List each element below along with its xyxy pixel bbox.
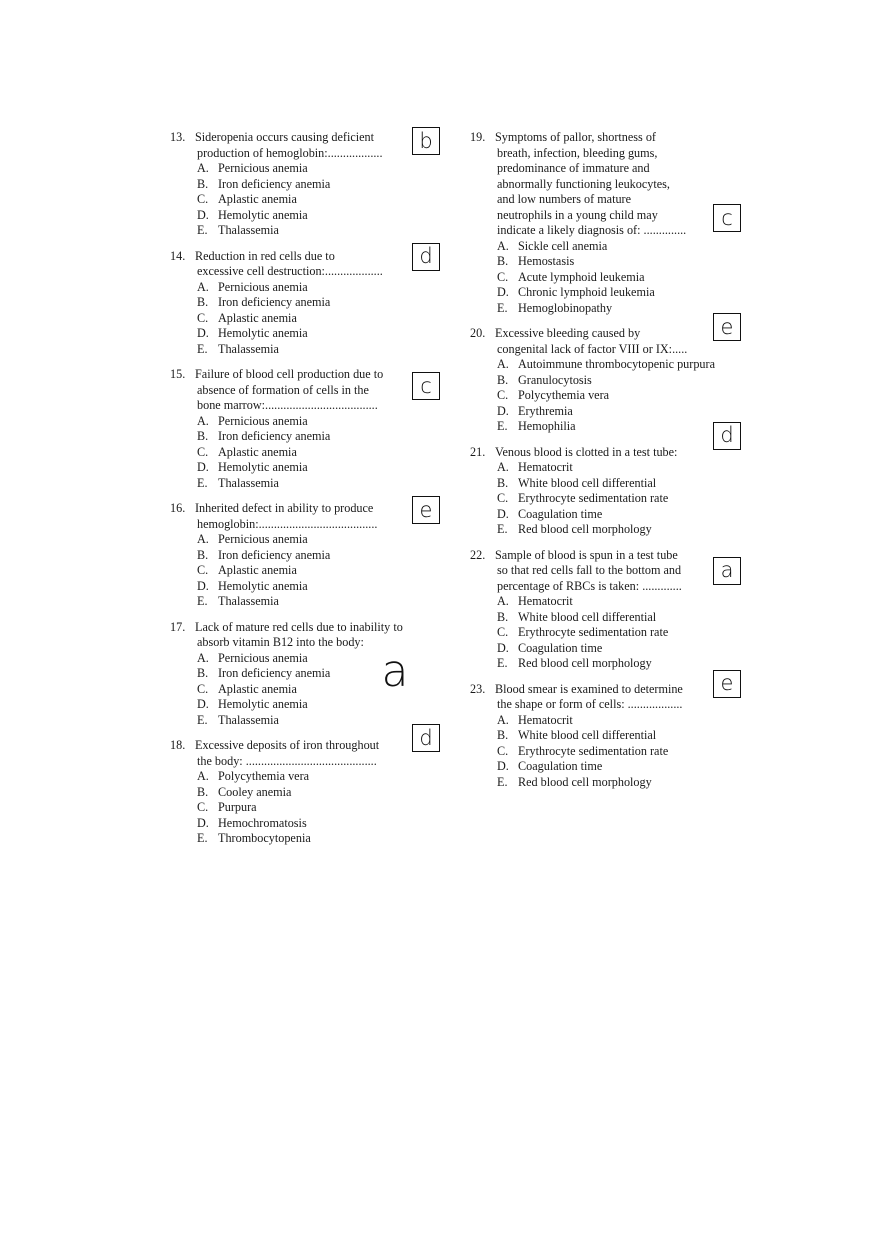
option-text: Granulocytosis — [518, 372, 592, 387]
answer-option — [470, 239, 720, 255]
option-letter: B. — [197, 295, 209, 309]
option-text: Aplastic anemia — [218, 192, 297, 206]
option-text: White blood cell differential — [518, 609, 657, 624]
option-letter: E. — [197, 341, 208, 356]
answer-option — [470, 285, 720, 301]
left-column — [170, 128, 433, 857]
answer-option — [170, 697, 420, 713]
question-stem-line: abnormally functioning leukocytes, — [497, 176, 670, 191]
option-text: Iron deficiency anemia — [218, 666, 331, 680]
option-text: Iron deficiency anemia — [218, 429, 331, 443]
option-letter: D. — [497, 759, 509, 773]
answer-option — [170, 311, 420, 327]
option-letter: C. — [197, 444, 209, 459]
answer-option — [470, 404, 720, 420]
question-block — [170, 367, 432, 491]
option-letter: E. — [497, 419, 508, 433]
option-letter: B. — [197, 176, 209, 191]
answer-option — [170, 192, 420, 208]
answer-option — [170, 208, 420, 224]
answer-option — [470, 728, 720, 744]
answer-option — [170, 460, 420, 476]
question-stem-line — [470, 326, 720, 342]
option-letter: B. — [497, 609, 509, 624]
question-block — [170, 128, 433, 239]
option-list — [470, 357, 720, 435]
question-stem-text: Reduction in red cells due to — [195, 248, 335, 263]
question-stem-line: the shape or form of cells: .................. — [497, 697, 683, 711]
option-text: Erythrocyte sedimentation rate — [518, 491, 669, 505]
answer-option — [170, 548, 420, 564]
option-text: Aplastic anemia — [218, 310, 297, 325]
option-text: Pernicious anemia — [218, 279, 308, 294]
answer-option — [170, 785, 420, 801]
option-letter: B. — [197, 784, 209, 799]
option-text: Thalassemia — [218, 341, 279, 356]
option-text: White blood cell differential — [518, 475, 657, 490]
option-letter: E. — [197, 223, 208, 237]
question-number: 18. — [170, 738, 186, 752]
answer-option — [170, 563, 420, 579]
option-text: Thalassemia — [218, 475, 279, 490]
answer-option — [470, 357, 720, 373]
option-list — [470, 460, 720, 538]
option-text: Coagulation time — [518, 759, 603, 773]
option-letter: A. — [497, 460, 509, 474]
option-text: Purpura — [218, 800, 257, 814]
option-letter: A. — [197, 161, 209, 175]
answer-option — [470, 594, 720, 610]
option-letter: E. — [497, 656, 508, 670]
option-text: Hemolytic anemia — [218, 697, 308, 711]
option-letter: D. — [197, 460, 209, 474]
handwritten-answer-box: e — [713, 313, 741, 341]
option-letter: E. — [497, 774, 508, 789]
option-text: Acute lymphoid leukemia — [518, 269, 645, 284]
question-stem-text: Failure of blood cell production due to — [195, 367, 384, 381]
question-block — [470, 671, 734, 791]
answer-option — [470, 507, 720, 523]
question-stem-line: percentage of RBCs is taken: ............. — [497, 578, 682, 593]
option-letter: C. — [497, 743, 509, 758]
option-letter: C. — [497, 388, 509, 402]
handwritten-answer-box: e — [412, 496, 440, 524]
question-stem-text: Blood smear is examined to determine — [495, 681, 683, 696]
answer-option — [170, 280, 420, 296]
option-letter: B. — [497, 254, 509, 268]
answer-option — [470, 388, 720, 404]
option-letter: D. — [497, 403, 509, 418]
question-block — [470, 547, 734, 672]
option-letter: D. — [497, 640, 509, 655]
answer-option — [170, 769, 420, 785]
question-stem-line — [470, 548, 720, 564]
answer-option — [170, 414, 420, 430]
answer-option — [170, 800, 420, 816]
answer-option — [470, 254, 720, 270]
question-stem-line: so that red cells fall to the bottom and — [497, 563, 682, 577]
question-stem-line — [170, 738, 420, 754]
option-text: Coagulation time — [518, 506, 603, 521]
question-stem-text: Lack of mature red cells due to inability to — [195, 619, 403, 634]
question-block — [170, 725, 433, 847]
option-list — [170, 161, 420, 239]
question-stem-line: absence of formation of cells in the — [197, 382, 369, 397]
option-letter: B. — [497, 475, 509, 490]
question-stem-text: Venous blood is clotted in a test tube: — [495, 444, 678, 459]
option-text: Iron deficiency anemia — [218, 295, 331, 309]
option-letter: C. — [197, 192, 209, 206]
option-letter: A. — [497, 712, 509, 727]
answer-option — [470, 460, 720, 476]
option-text: Hemoglobinopathy — [518, 300, 613, 315]
answer-option — [470, 522, 720, 538]
option-letter: D. — [197, 326, 209, 340]
option-text: Erythrocyte sedimentation rate — [518, 625, 669, 639]
handwritten-answer-box: a — [713, 557, 741, 585]
answer-option — [170, 161, 420, 177]
answer-option — [170, 476, 420, 492]
option-text: Cooley anemia — [218, 784, 292, 799]
question-stem-line — [170, 249, 420, 265]
answer-option — [470, 656, 720, 672]
question-number: 16. — [170, 501, 186, 515]
option-text: Hemolytic anemia — [218, 326, 308, 340]
option-list — [170, 280, 420, 358]
option-letter: A. — [497, 238, 509, 253]
answer-option — [470, 419, 720, 435]
option-letter: C. — [197, 681, 209, 696]
question-stem-line: absorb vitamin B12 into the body: — [197, 635, 364, 649]
option-text: White blood cell differential — [518, 728, 657, 742]
option-letter: B. — [497, 728, 509, 742]
option-text: Aplastic anemia — [218, 444, 297, 459]
option-letter: B. — [197, 429, 209, 443]
question-block — [170, 620, 420, 729]
option-letter: E. — [497, 522, 508, 536]
option-letter: B. — [197, 547, 209, 562]
answer-option — [470, 759, 720, 775]
right-column — [470, 130, 734, 800]
option-text: Red blood cell morphology — [518, 656, 652, 670]
option-letter: C. — [197, 310, 209, 325]
answer-option — [470, 625, 720, 641]
question-stem-text: Inherited defect in ability to produce — [195, 501, 374, 515]
option-letter: A. — [197, 279, 209, 294]
option-list — [470, 594, 720, 672]
option-letter: D. — [497, 506, 509, 521]
option-text: Autoimmune thrombocytopenic purpura — [518, 357, 715, 371]
option-text: Hemolytic anemia — [218, 578, 308, 593]
option-text: Pernicious anemia — [218, 413, 308, 428]
option-letter: E. — [497, 300, 508, 315]
option-text: Thalassemia — [218, 223, 279, 237]
option-text: Chronic lymphoid leukemia — [518, 285, 655, 299]
answer-option — [470, 491, 720, 507]
option-letter: C. — [497, 269, 509, 284]
option-text: Thalassemia — [218, 594, 279, 608]
answer-option — [170, 445, 420, 461]
option-text: Hemochromatosis — [218, 815, 307, 830]
answer-option — [170, 223, 420, 239]
question-stem-line — [170, 501, 420, 517]
question-number: 20. — [470, 326, 486, 340]
question-stem-line — [170, 367, 420, 383]
question-stem-text: Excessive bleeding caused by — [495, 326, 641, 340]
option-text: Iron deficiency anemia — [218, 547, 331, 562]
question-stem-line: excessive cell destruction:................... — [197, 264, 383, 278]
question-number: 22. — [470, 547, 486, 562]
answer-option — [170, 177, 420, 193]
option-text: Hematocrit — [518, 594, 573, 608]
question-stem-line — [470, 130, 720, 146]
answer-option — [470, 301, 720, 317]
answer-option — [470, 610, 720, 626]
option-text: Pernicious anemia — [218, 532, 308, 546]
option-text: Red blood cell morphology — [518, 522, 652, 536]
option-text: Pernicious anemia — [218, 650, 308, 665]
question-stem-line: the body: ........................................... — [197, 753, 377, 768]
option-text: Erythrocyte sedimentation rate — [518, 743, 669, 758]
option-letter: A. — [497, 357, 509, 371]
answer-option — [170, 579, 420, 595]
question-stem-line: and low numbers of mature — [497, 192, 632, 206]
answer-option — [470, 641, 720, 657]
handwritten-answer-box: c — [713, 204, 741, 232]
option-text: Sickle cell anemia — [518, 238, 608, 253]
option-text: Hemolytic anemia — [218, 460, 308, 474]
handwritten-answer-box: a — [381, 645, 409, 697]
option-text: Hemophilia — [518, 419, 576, 433]
option-text: Aplastic anemia — [218, 563, 297, 577]
option-text: Hemostasis — [518, 254, 575, 268]
option-text: Thalassemia — [218, 712, 279, 727]
question-block — [470, 130, 733, 316]
option-text: Aplastic anemia — [218, 681, 297, 696]
question-stem-text: Sample of blood is spun in a test tube — [495, 547, 678, 562]
question-number: 19. — [470, 130, 486, 144]
question-number: 17. — [170, 619, 186, 634]
answer-option — [170, 342, 420, 358]
question-stem-text: Symptoms of pallor, shortness of — [495, 130, 656, 144]
option-text: Hematocrit — [518, 712, 573, 727]
option-letter: E. — [197, 475, 208, 490]
question-stem-line — [470, 445, 720, 461]
option-letter: D. — [197, 815, 209, 830]
answer-option — [470, 744, 720, 760]
question-stem-line: indicate a likely diagnosis of: .............. — [497, 223, 687, 237]
answer-option — [470, 476, 720, 492]
option-text: Red blood cell morphology — [518, 774, 652, 789]
option-text: Polycythemia vera — [518, 388, 610, 402]
question-number: 14. — [170, 248, 186, 263]
question-stem-line: neutrophils in a young child may — [497, 207, 658, 222]
option-letter: C. — [497, 491, 509, 505]
option-letter: D. — [197, 207, 209, 222]
answer-option — [470, 713, 720, 729]
option-letter: A. — [197, 769, 209, 783]
question-stem-text: Sideropenia occurs causing deficient — [195, 130, 375, 144]
question-stem-line: production of hemoglobin:.................. — [197, 145, 383, 160]
option-letter: E. — [197, 594, 208, 608]
option-text: Hematocrit — [518, 460, 573, 474]
answer-option — [170, 816, 420, 832]
question-stem-text: Excessive deposits of iron throughout — [195, 738, 380, 752]
question-block — [170, 244, 433, 358]
question-number: 23. — [470, 681, 486, 696]
answer-option — [470, 775, 720, 791]
option-letter: D. — [497, 285, 509, 299]
answer-option — [470, 373, 720, 389]
answer-option — [170, 713, 420, 729]
question-stem-line — [470, 682, 720, 698]
option-list — [170, 769, 420, 847]
question-number: 21. — [470, 444, 486, 459]
option-letter: A. — [197, 532, 209, 546]
option-letter: A. — [197, 413, 209, 428]
handwritten-answer-box: e — [713, 670, 741, 698]
option-text: Erythremia — [518, 403, 573, 418]
option-letter: C. — [197, 563, 209, 577]
option-list — [470, 239, 720, 317]
option-list — [170, 532, 420, 610]
handwritten-answer-box: d — [713, 422, 741, 450]
option-text: Iron deficiency anemia — [218, 176, 331, 191]
question-stem-line: breath, infection, bleeding gums, — [497, 145, 658, 160]
option-letter: D. — [197, 578, 209, 593]
handwritten-answer-box: c — [412, 372, 440, 400]
handwritten-answer-box: b — [412, 127, 440, 155]
option-letter: E. — [197, 712, 208, 727]
question-number: 15. — [170, 367, 186, 381]
question-block — [170, 497, 433, 610]
question-stem-line — [170, 130, 420, 146]
option-letter: E. — [197, 831, 208, 845]
question-stem-line: congenital lack of factor VIII or IX:..... — [497, 341, 688, 356]
option-letter: A. — [197, 650, 209, 665]
handwritten-answer-box: d — [412, 724, 440, 752]
option-letter: C. — [497, 625, 509, 639]
question-number: 13. — [170, 130, 186, 144]
option-letter: A. — [497, 594, 509, 608]
answer-option — [170, 831, 420, 847]
option-list — [170, 414, 420, 492]
option-text: Coagulation time — [518, 640, 603, 655]
answer-option — [170, 295, 420, 311]
answer-option — [170, 594, 420, 610]
question-block — [470, 314, 734, 435]
answer-option — [470, 270, 720, 286]
option-text: Thrombocytopenia — [218, 831, 311, 845]
question-stem-line: predominance of immature and — [497, 161, 650, 175]
answer-option — [170, 429, 420, 445]
option-letter: D. — [197, 697, 209, 711]
option-letter: B. — [497, 372, 509, 387]
answer-option — [170, 532, 420, 548]
question-stem-line: bone marrow:..................................... — [197, 398, 378, 412]
option-letter: C. — [197, 800, 209, 814]
option-list — [470, 713, 720, 791]
option-letter: B. — [197, 666, 209, 680]
option-text: Hemolytic anemia — [218, 207, 308, 222]
handwritten-answer-box: d — [412, 243, 440, 271]
option-text: Polycythemia vera — [218, 769, 310, 783]
question-stem-line — [170, 620, 420, 636]
option-text: Pernicious anemia — [218, 161, 308, 175]
answer-option — [170, 326, 420, 342]
question-stem-line: hemoglobin:....................................... — [197, 516, 378, 531]
